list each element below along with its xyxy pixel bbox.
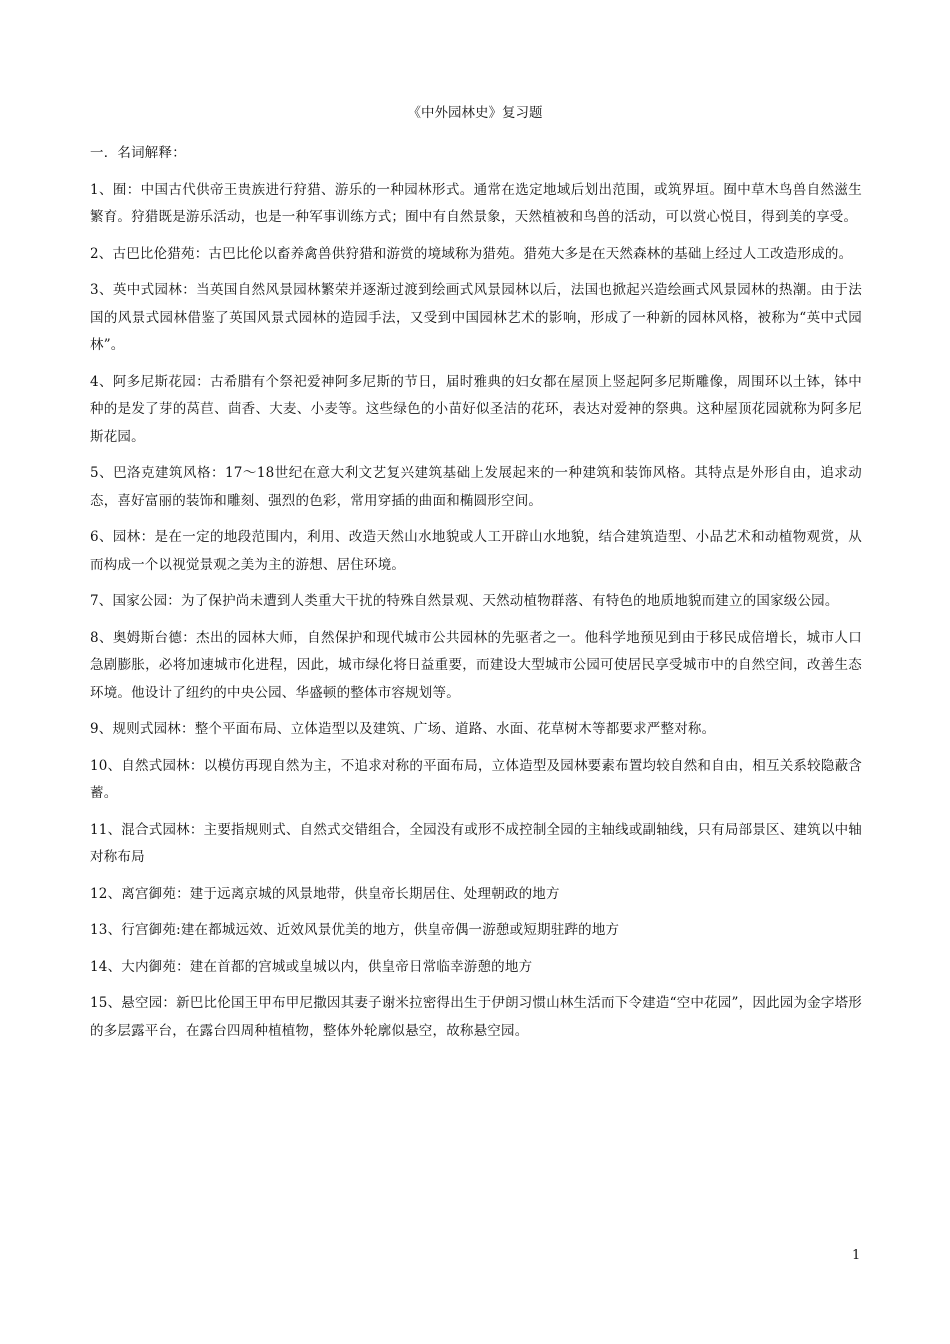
document-title: 《中外园林史》复习题 [407,105,543,121]
document-body [90,140,862,1045]
term-10: 10、自然式园林：以模仿再现自然为主，不追求对称的平面布局，立体造型及园林要素布置均较自然和自由，相互关系较隐蔽含蓄。 [90,757,862,801]
term-8: 8、奥姆斯台德：杰出的园林大师，自然保护和现代城市公共园林的先驱者之一。他科学地预见到由于移民成倍增长，城市人口急剧膨胀，必将加速城市化进程，因此，城市绿化将日益重要，而建设大型城市公园可使居民享受城市中的自然空间，改善生态环境。他设计了纽约的中央公园、华盛顿的整体市容规划等。 [90,629,862,701]
section-heading: 一．名词解释： [90,145,186,161]
term-5: 5、巴洛克建筑风格：17～18世纪在意大利文艺复兴建筑基础上发展起来的一种建筑和装饰风格。其特点是外形自由，追求动态，喜好富丽的装饰和雕刻、强烈的色彩，常用穿插的曲面和椭圆形空间。 [90,465,862,509]
term-11: 11、混合式园林：主要指规则式、自然式交错组合，全园没有或形不成控制全园的主轴线或副轴线，只有局部景区、建筑以中轴对称布局 [90,821,862,865]
term-12: 12、离宫御苑：建于远离京城的风景地带，供皇帝长期居住、处理朝政的地方 [90,885,560,902]
term-2: 2、古巴比伦猎苑：古巴比伦以畜养禽兽供狩猎和游赏的境域称为猎苑。猎苑大多是在天然森林的基础上经过人工改造形成的。 [90,245,853,262]
term-15: 15、悬空园：新巴比伦国王甲布甲尼撒因其妻子谢米拉密得出生于伊朗习惯山林生活而下令建造“空中花园”，因此园为金字塔形的多层露平台，在露台四周种植植物，整体外轮廓似悬空，故称悬空园。 [90,995,862,1039]
term-14: 14、大内御苑：建在首都的宫城或皇城以内，供皇帝日常临幸游憩的地方 [90,958,533,975]
term-4: 4、阿多尼斯花园：古希腊有个祭祀爱神阿多尼斯的节日，届时雅典的妇女都在屋顶上竖起阿多尼斯雕像，周围环以土钵，钵中种的是发了芽的莴苣、茴香、大麦、小麦等。这些绿色的小苗好似圣洁的花环，表达对爱神的祭典。这种屋顶花园就称为阿多尼斯花园。 [90,373,862,445]
term-3: 3、英中式园林：当英国自然风景园林繁荣并逐渐过渡到绘画式风景园林以后，法国也掀起兴造绘画式风景园林的热潮。由于法国的风景式园林借鉴了英国风景式园林的造园手法，又受到中国园林艺术的影响，形成了一种新的园林风格，被称为“英中式园林”。 [90,282,862,353]
term-6: 6、园林：是在一定的地段范围内，利用、改造天然山水地貌或人工开辟山水地貌，结合建筑造型、小品艺术和动植物观赏，从而构成一个以视觉景观之美为主的游想、居住环境。 [90,529,862,573]
page-number: 1 [852,1248,861,1263]
term-13: 13、行宫御苑:建在都城远效、近效风景优美的地方，供皇帝偶一游憩或短期驻跸的地方 [90,922,620,938]
term-1: 1、囿：中国古代供帝王贵族进行狩猎、游乐的一种园林形式。通常在选定地域后划出范围，或筑界垣。囿中草木鸟兽自然滋生繁育。狩猎既是游乐活动，也是一种军事训练方式；囿中有自然景象，天然植被和鸟兽的活动，可以赏心悦目，得到美的享受。 [90,181,862,225]
term-9: 9、规则式园林：整个平面布局、立体造型以及建筑、广场、道路、水面、花草树木等都要求严整对称。 [90,721,716,737]
term-7: 7、国家公园：为了保护尚未遭到人类重大干扰的特殊自然景观、天然动植物群落、有特色的地质地貌而建立的国家级公园。 [90,593,839,609]
